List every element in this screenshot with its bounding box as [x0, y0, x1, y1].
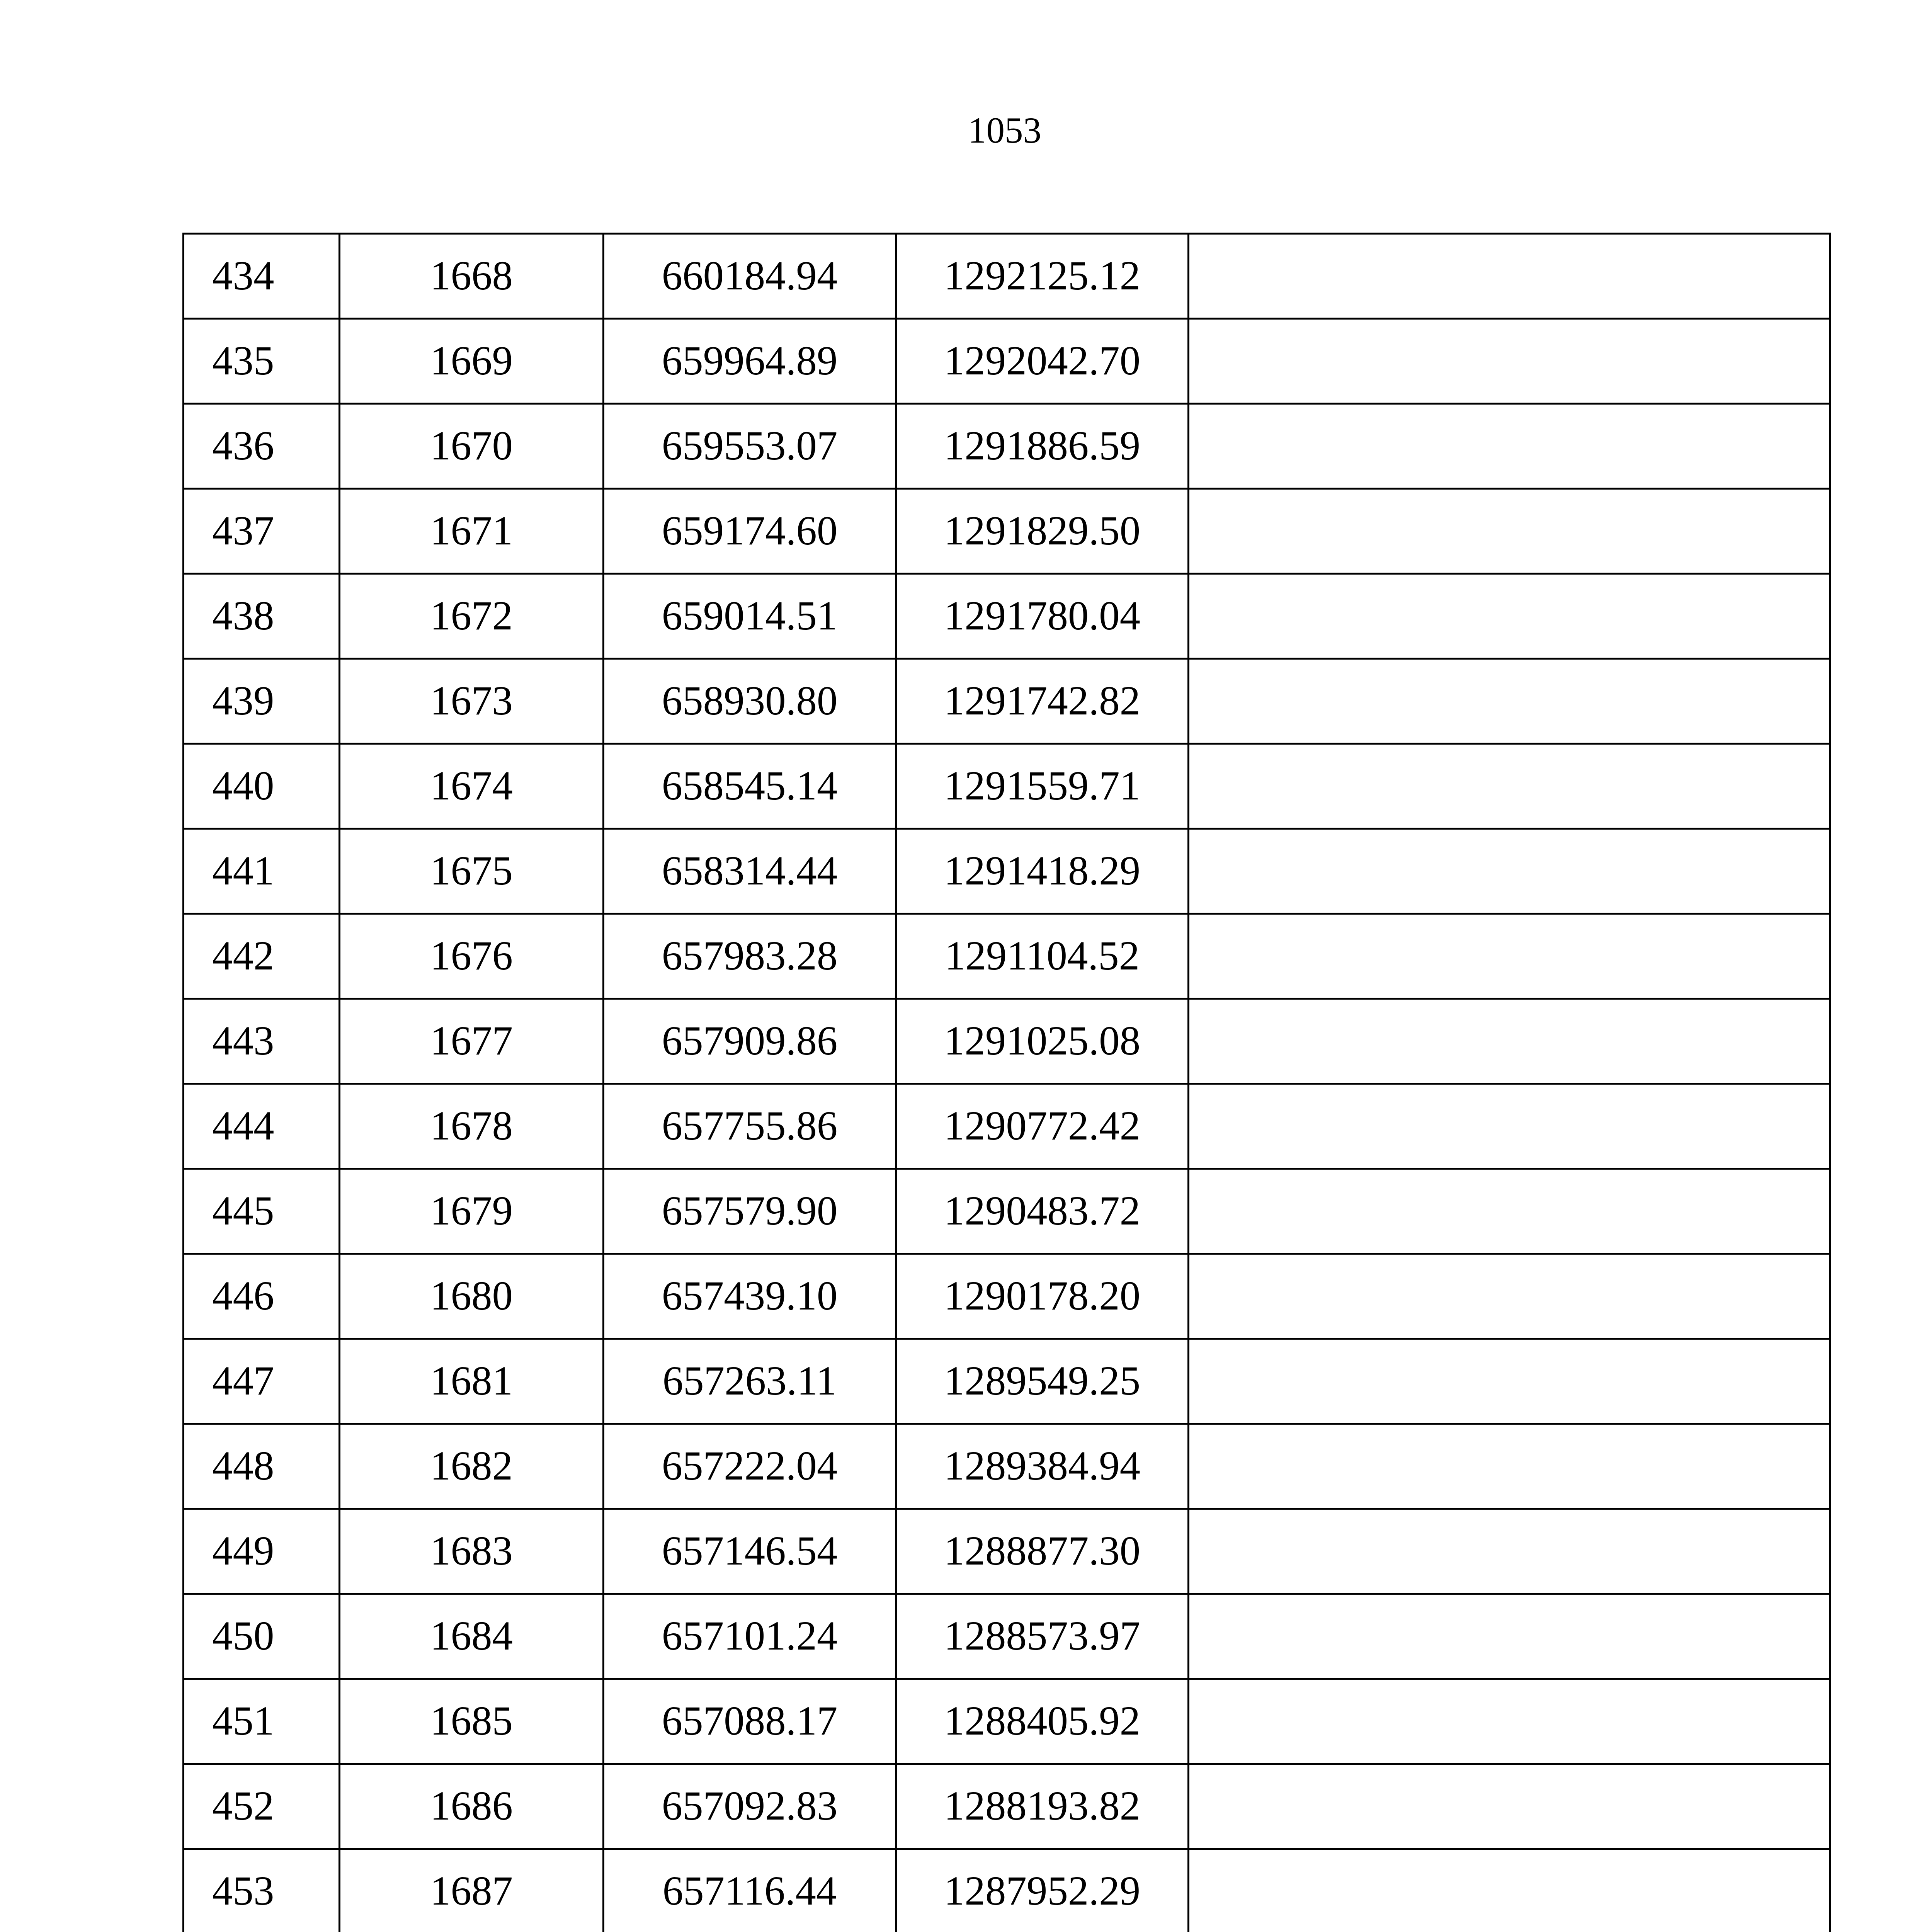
point-id-cell: 1686 [340, 1764, 604, 1849]
note-cell [1189, 744, 1830, 829]
note-cell [1189, 1254, 1830, 1339]
point-id-cell: 1675 [340, 829, 604, 914]
point-id-cell: 1674 [340, 744, 604, 829]
point-id-cell: 1669 [340, 319, 604, 404]
table-row [184, 744, 1830, 829]
row-index-cell: 441 [184, 829, 340, 914]
table-row [184, 1509, 1830, 1594]
y-coordinate-cell: 1292125.12 [896, 234, 1189, 319]
table-row [184, 1424, 1830, 1509]
x-coordinate-cell: 658545.14 [604, 744, 896, 829]
x-coordinate-cell: 657579.90 [604, 1169, 896, 1254]
note-cell [1189, 829, 1830, 914]
y-coordinate-cell: 1290178.20 [896, 1254, 1189, 1339]
y-coordinate-cell: 1291886.59 [896, 404, 1189, 489]
coordinate-table [182, 233, 1831, 1932]
y-coordinate-cell: 1289384.94 [896, 1424, 1189, 1509]
table-row [184, 319, 1830, 404]
row-index-cell: 449 [184, 1509, 340, 1594]
note-cell [1189, 1509, 1830, 1594]
point-id-cell: 1668 [340, 234, 604, 319]
row-index-cell: 452 [184, 1764, 340, 1849]
row-index-cell: 442 [184, 914, 340, 999]
x-coordinate-cell: 657101.24 [604, 1594, 896, 1679]
point-id-cell: 1678 [340, 1084, 604, 1169]
note-cell [1189, 1679, 1830, 1764]
point-id-cell: 1682 [340, 1424, 604, 1509]
note-cell [1189, 1169, 1830, 1254]
point-id-cell: 1687 [340, 1849, 604, 1932]
row-index-cell: 447 [184, 1339, 340, 1424]
row-index-cell: 446 [184, 1254, 340, 1339]
point-id-cell: 1683 [340, 1509, 604, 1594]
y-coordinate-cell: 1292042.70 [896, 319, 1189, 404]
y-coordinate-cell: 1290483.72 [896, 1169, 1189, 1254]
note-cell [1189, 1764, 1830, 1849]
y-coordinate-cell: 1288877.30 [896, 1509, 1189, 1594]
point-id-cell: 1679 [340, 1169, 604, 1254]
row-index-cell: 448 [184, 1424, 340, 1509]
x-coordinate-cell: 657755.86 [604, 1084, 896, 1169]
y-coordinate-cell: 1291559.71 [896, 744, 1189, 829]
note-cell [1189, 1084, 1830, 1169]
table-row [184, 1764, 1830, 1849]
row-index-cell: 451 [184, 1679, 340, 1764]
table-row [184, 1679, 1830, 1764]
row-index-cell: 443 [184, 999, 340, 1084]
x-coordinate-cell: 658930.80 [604, 659, 896, 744]
table-row [184, 829, 1830, 914]
x-coordinate-cell: 658314.44 [604, 829, 896, 914]
row-index-cell: 445 [184, 1169, 340, 1254]
note-cell [1189, 574, 1830, 659]
note-cell [1189, 1339, 1830, 1424]
point-id-cell: 1685 [340, 1679, 604, 1764]
x-coordinate-cell: 657263.11 [604, 1339, 896, 1424]
coordinate-table-body [184, 234, 1830, 1932]
row-index-cell: 453 [184, 1849, 340, 1932]
row-index-cell: 440 [184, 744, 340, 829]
x-coordinate-cell: 657909.86 [604, 999, 896, 1084]
table-row [184, 489, 1830, 574]
point-id-cell: 1676 [340, 914, 604, 999]
note-cell [1189, 914, 1830, 999]
y-coordinate-cell: 1289549.25 [896, 1339, 1189, 1424]
point-id-cell: 1681 [340, 1339, 604, 1424]
y-coordinate-cell: 1291780.04 [896, 574, 1189, 659]
table-row [184, 1339, 1830, 1424]
x-coordinate-cell: 657116.44 [604, 1849, 896, 1932]
note-cell [1189, 404, 1830, 489]
row-index-cell: 436 [184, 404, 340, 489]
table-row [184, 1849, 1830, 1932]
x-coordinate-cell: 659553.07 [604, 404, 896, 489]
note-cell [1189, 489, 1830, 574]
table-row [184, 659, 1830, 744]
y-coordinate-cell: 1291025.08 [896, 999, 1189, 1084]
x-coordinate-cell: 657983.28 [604, 914, 896, 999]
note-cell [1189, 234, 1830, 319]
y-coordinate-cell: 1290772.42 [896, 1084, 1189, 1169]
row-index-cell: 438 [184, 574, 340, 659]
point-id-cell: 1677 [340, 999, 604, 1084]
note-cell [1189, 1849, 1830, 1932]
row-index-cell: 444 [184, 1084, 340, 1169]
y-coordinate-cell: 1287952.29 [896, 1849, 1189, 1932]
y-coordinate-cell: 1291829.50 [896, 489, 1189, 574]
x-coordinate-cell: 659014.51 [604, 574, 896, 659]
x-coordinate-cell: 657222.04 [604, 1424, 896, 1509]
y-coordinate-cell: 1291104.52 [896, 914, 1189, 999]
y-coordinate-cell: 1288193.82 [896, 1764, 1189, 1849]
point-id-cell: 1684 [340, 1594, 604, 1679]
point-id-cell: 1670 [340, 404, 604, 489]
note-cell [1189, 1424, 1830, 1509]
row-index-cell: 434 [184, 234, 340, 319]
table-row [184, 1084, 1830, 1169]
note-cell [1189, 999, 1830, 1084]
x-coordinate-cell: 660184.94 [604, 234, 896, 319]
table-row [184, 1594, 1830, 1679]
note-cell [1189, 319, 1830, 404]
row-index-cell: 435 [184, 319, 340, 404]
point-id-cell: 1671 [340, 489, 604, 574]
x-coordinate-cell: 657146.54 [604, 1509, 896, 1594]
x-coordinate-cell: 657088.17 [604, 1679, 896, 1764]
page-number: 1053 [968, 110, 1041, 151]
table-row [184, 914, 1830, 999]
row-index-cell: 439 [184, 659, 340, 744]
x-coordinate-cell: 659174.60 [604, 489, 896, 574]
y-coordinate-cell: 1288405.92 [896, 1679, 1189, 1764]
y-coordinate-cell: 1291742.82 [896, 659, 1189, 744]
table-row [184, 574, 1830, 659]
table-row [184, 404, 1830, 489]
table-row [184, 999, 1830, 1084]
x-coordinate-cell: 659964.89 [604, 319, 896, 404]
row-index-cell: 437 [184, 489, 340, 574]
y-coordinate-cell: 1288573.97 [896, 1594, 1189, 1679]
point-id-cell: 1680 [340, 1254, 604, 1339]
note-cell [1189, 1594, 1830, 1679]
x-coordinate-cell: 657439.10 [604, 1254, 896, 1339]
row-index-cell: 450 [184, 1594, 340, 1679]
note-cell [1189, 659, 1830, 744]
x-coordinate-cell: 657092.83 [604, 1764, 896, 1849]
point-id-cell: 1673 [340, 659, 604, 744]
table-row [184, 234, 1830, 319]
table-row [184, 1169, 1830, 1254]
point-id-cell: 1672 [340, 574, 604, 659]
y-coordinate-cell: 1291418.29 [896, 829, 1189, 914]
table-row [184, 1254, 1830, 1339]
